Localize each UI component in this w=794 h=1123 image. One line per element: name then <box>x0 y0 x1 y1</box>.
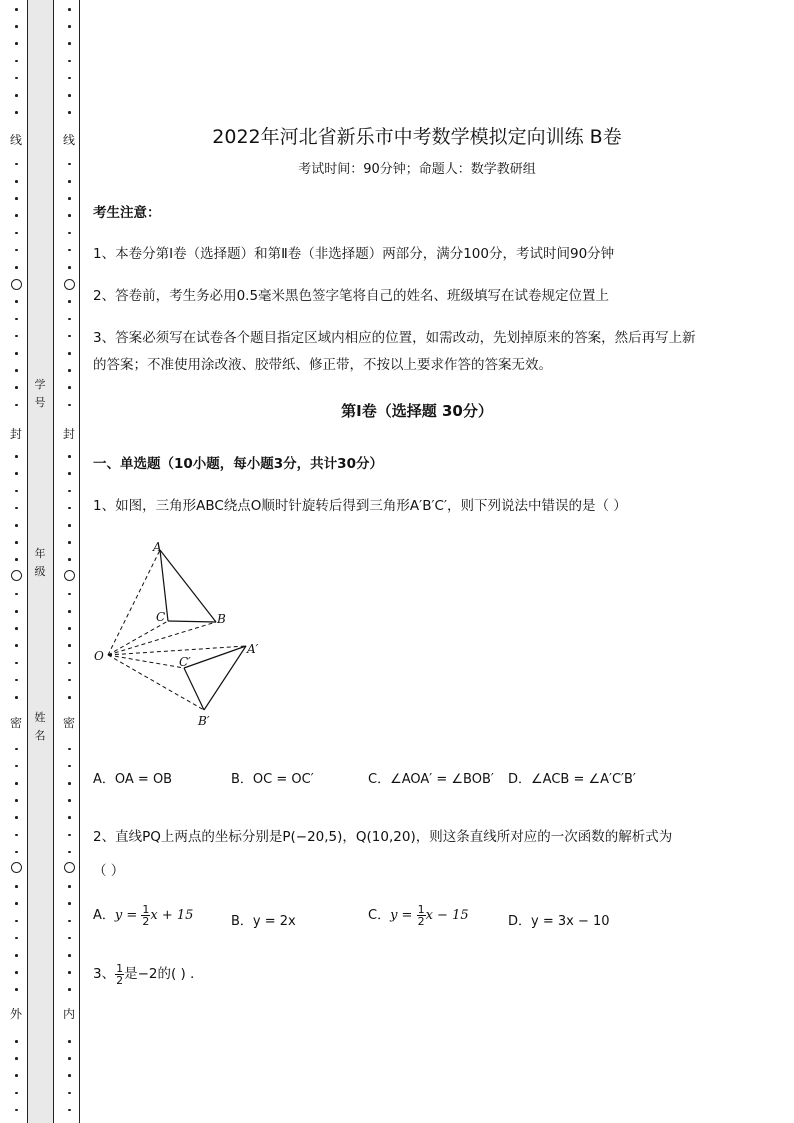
page-title: 2022年河北省新乐市中考数学模拟定向训练 B卷 <box>212 126 622 148</box>
margin-dot <box>68 94 71 97</box>
notice-item-3-cont: 的答案；不准使用涂改液、胶带纸、修正带，不按以上要求作答的答案无效。 <box>93 357 552 373</box>
binding-line <box>79 0 80 1123</box>
margin-dot <box>15 627 18 630</box>
margin-dot <box>68 300 71 303</box>
margin-dot <box>15 490 18 493</box>
q2-stem: 2、直线PQ上两点的坐标分别是P(−20,5)，Q(10,20)，则这条直线所对应的一次函数的解析式为 <box>93 829 673 845</box>
dash-oa <box>108 550 160 655</box>
q3-stem: 3、 $\frac{1}{2}$ 是−2的( ) ． <box>93 961 204 987</box>
margin-dot <box>15 610 18 613</box>
student-id-label: 学号 <box>34 378 46 409</box>
margin-dot <box>68 490 71 493</box>
margin-dot <box>15 662 18 665</box>
q2-option-b: B．y = 2x <box>231 914 296 929</box>
margin-dot <box>15 937 18 940</box>
margin-dot <box>68 679 71 682</box>
label-c1: C′ <box>179 655 191 669</box>
notice-item-1: 1、本卷分第I卷（选择题）和第Ⅱ卷（非选择题）两部分，满分100分，考试时间90分钟 <box>93 246 615 262</box>
margin-dot <box>68 249 71 252</box>
margin-dot <box>68 799 71 802</box>
margin-circle-left-2 <box>11 570 22 581</box>
name-label: 姓名 <box>34 711 46 742</box>
margin-dot <box>15 60 18 63</box>
label-o: O <box>94 649 104 663</box>
margin-dot <box>15 300 18 303</box>
margin-dot <box>68 60 71 63</box>
margin-dot <box>15 163 18 166</box>
margin-dot <box>68 318 71 321</box>
margin-dot <box>15 765 18 768</box>
q1-option-d: D．∠ACB = ∠A′C′B′ <box>508 772 636 787</box>
q2-option-c: C．y = $\frac{1}{2}$ x − 15 <box>368 903 469 928</box>
margin-circle-left-3 <box>11 862 22 873</box>
margin-dot <box>15 318 18 321</box>
margin-dot <box>68 180 71 183</box>
q1-option-b: B．OC = OC′ <box>231 772 314 787</box>
margin-dot <box>15 455 18 458</box>
margin-dot <box>68 558 71 561</box>
margin-dot <box>15 472 18 475</box>
q2-option-a: A．y = $\frac{1}{2}$ x + 15 <box>93 903 194 928</box>
margin-dot <box>68 748 71 751</box>
margin-dot <box>15 902 18 905</box>
margin-char-xian-right: 线 <box>62 133 75 147</box>
margin-dot <box>15 816 18 819</box>
label-b1: B′ <box>198 714 210 728</box>
margin-dot <box>15 404 18 407</box>
margin-dot <box>15 971 18 974</box>
margin-char-mi-right: 密 <box>62 716 75 730</box>
margin-dot <box>68 369 71 372</box>
margin-circle-left-1 <box>11 279 22 290</box>
margin-dot <box>15 1092 18 1095</box>
margin-dot <box>15 197 18 200</box>
margin-dot <box>15 1074 18 1077</box>
margin-dot <box>68 455 71 458</box>
margin-dot <box>68 163 71 166</box>
q2-stem-paren: （ ） <box>93 863 125 879</box>
dash-ob <box>108 622 216 655</box>
grade-label: 年级 <box>34 547 46 578</box>
label-a: A <box>153 540 162 554</box>
margin-dot <box>68 885 71 888</box>
margin-dot <box>15 782 18 785</box>
margin-dot <box>68 1074 71 1077</box>
margin-dot <box>15 799 18 802</box>
margin-dot <box>15 524 18 527</box>
label-b: B <box>217 612 226 626</box>
margin-dot <box>15 386 18 389</box>
label-c: C <box>156 610 166 624</box>
margin-dot <box>15 214 18 217</box>
page-subtitle: 考试时间：90分钟；命题人：数学教研组 <box>298 162 536 177</box>
edge-cb <box>168 621 216 622</box>
label-a1: A′ <box>247 642 259 656</box>
margin-dot <box>68 352 71 355</box>
margin-dot <box>15 25 18 28</box>
margin-dot <box>15 1057 18 1060</box>
margin-dot <box>68 42 71 45</box>
q1-stem: 1、如图，三角形ABC绕点O顺时针旋转后得到三角形A′B′C′，则下列说法中错误的是（ ） <box>93 498 627 514</box>
margin-dot <box>15 541 18 544</box>
margin-dot <box>68 1040 71 1043</box>
margin-dot <box>68 404 71 407</box>
q1-option-c: C．∠AOA′ = ∠BOB′ <box>368 772 494 787</box>
margin-dot <box>68 1057 71 1060</box>
margin-dot <box>68 335 71 338</box>
margin-char-wai-left: 外 <box>9 1007 22 1021</box>
margin-circle-right-1 <box>64 279 75 290</box>
margin-dot <box>68 541 71 544</box>
margin-dot <box>68 111 71 114</box>
margin-dot <box>68 610 71 613</box>
margin-dot <box>68 937 71 940</box>
margin-dot <box>15 266 18 269</box>
margin-dot <box>68 988 71 991</box>
margin-dot <box>15 507 18 510</box>
section-title: 第I卷（选择题 30分） <box>341 402 493 420</box>
margin-dot <box>15 954 18 957</box>
margin-dot <box>15 94 18 97</box>
margin-dot <box>68 507 71 510</box>
margin-char-feng-right: 封 <box>62 427 75 441</box>
margin-dot <box>68 902 71 905</box>
margin-dot <box>15 885 18 888</box>
margin-dot <box>68 8 71 11</box>
margin-dot <box>15 696 18 699</box>
margin-dot <box>68 954 71 957</box>
margin-circle-right-2 <box>64 570 75 581</box>
margin-dot <box>68 834 71 837</box>
margin-dot <box>68 25 71 28</box>
margin-dot <box>15 834 18 837</box>
margin-dot <box>68 77 71 80</box>
margin-dot <box>15 1040 18 1043</box>
notice-item-3: 3、答案必须写在试卷各个题目指定区域内相应的位置，如需改动，先划掉原来的答案，然后再写上新 <box>93 330 696 346</box>
margin-dot <box>68 662 71 665</box>
margin-dot <box>15 748 18 751</box>
margin-dot <box>68 644 71 647</box>
margin-dot <box>15 1109 18 1112</box>
margin-char-feng-left: 封 <box>9 427 22 441</box>
margin-dot <box>68 232 71 235</box>
q1-option-a: A．OA = OB <box>93 772 173 787</box>
part-heading: 一、单选题（10小题，每小题3分，共计30分） <box>93 456 383 472</box>
margin-dot <box>68 386 71 389</box>
margin-dot <box>15 920 18 923</box>
margin-dot <box>68 816 71 819</box>
notice-heading: 考生注意： <box>93 205 161 221</box>
margin-char-xian-left: 线 <box>9 133 22 147</box>
edge-ab <box>160 550 216 622</box>
margin-dot <box>15 558 18 561</box>
margin-dot <box>15 335 18 338</box>
edge-a1b1 <box>204 646 246 710</box>
margin-dot <box>68 214 71 217</box>
margin-dot <box>15 111 18 114</box>
margin-dot <box>68 627 71 630</box>
margin-dot <box>15 369 18 372</box>
margin-dot <box>15 180 18 183</box>
margin-dot <box>15 644 18 647</box>
margin-dot <box>68 1109 71 1112</box>
margin-dot <box>15 352 18 355</box>
margin-dot <box>68 696 71 699</box>
margin-dot <box>68 524 71 527</box>
margin-dot <box>15 593 18 596</box>
margin-dot <box>68 593 71 596</box>
margin-dot <box>15 988 18 991</box>
margin-dot <box>68 1092 71 1095</box>
notice-item-2: 2、答卷前，考生务必用0.5毫米黑色签字笔将自己的姓名、班级填写在试卷规定位置上 <box>93 288 610 304</box>
margin-dot <box>68 971 71 974</box>
margin-circle-right-3 <box>64 862 75 873</box>
margin-dot <box>15 77 18 80</box>
margin-dot <box>68 266 71 269</box>
margin-dot <box>15 42 18 45</box>
margin-dot <box>68 782 71 785</box>
dash-oc <box>108 621 168 655</box>
margin-dot <box>68 472 71 475</box>
margin-dot <box>68 920 71 923</box>
margin-dot <box>15 8 18 11</box>
margin-dot <box>68 197 71 200</box>
q2-option-d: D．y = 3x − 10 <box>508 914 610 929</box>
margin-dot <box>15 249 18 252</box>
margin-char-mi-left: 密 <box>9 716 22 730</box>
margin-dot <box>15 679 18 682</box>
margin-dot <box>15 851 18 854</box>
margin-dot <box>68 851 71 854</box>
margin-char-nei-right: 内 <box>62 1007 75 1021</box>
dash-oc1 <box>108 655 184 668</box>
q1-rotation-figure <box>88 535 268 730</box>
margin-dot <box>15 232 18 235</box>
margin-dot <box>68 765 71 768</box>
